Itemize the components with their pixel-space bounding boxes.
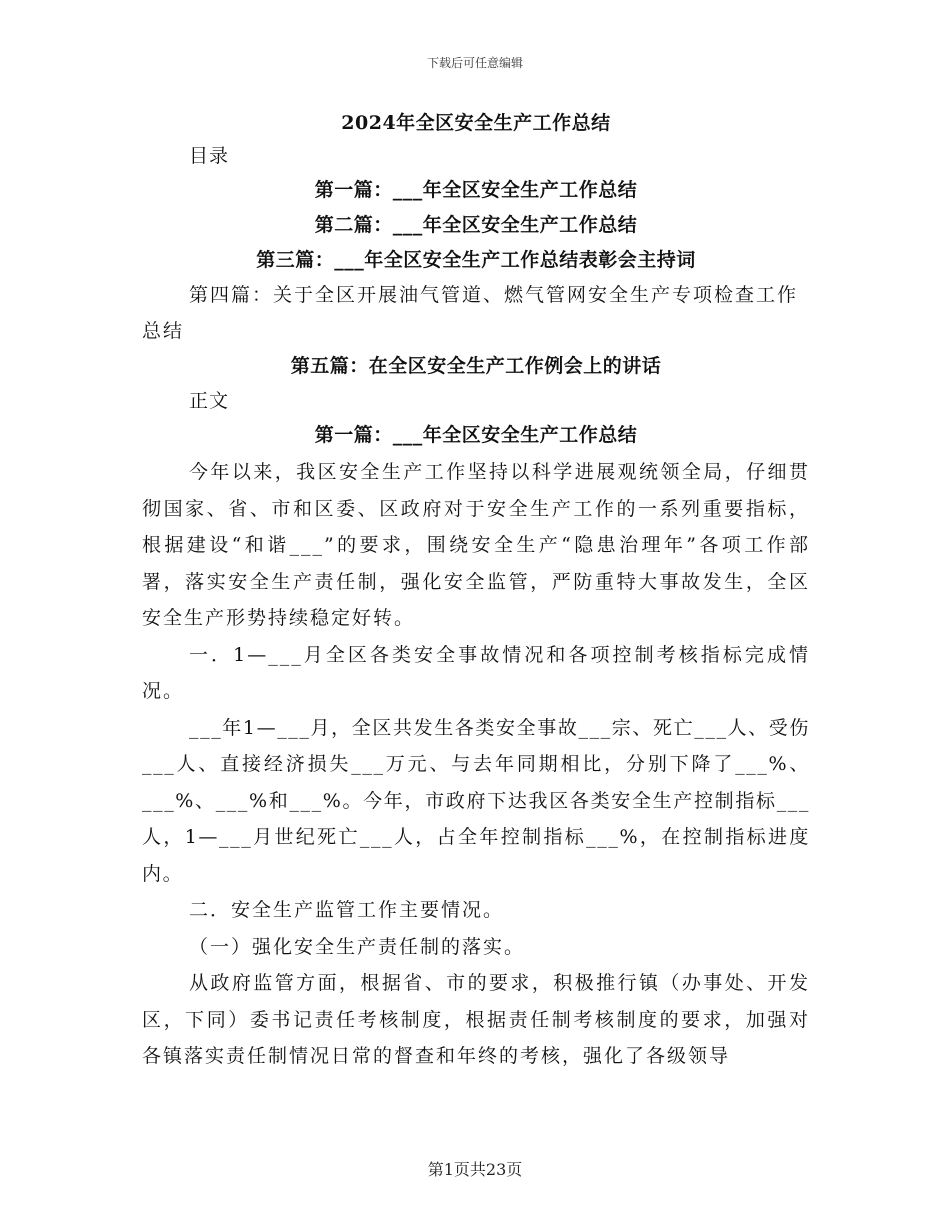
toc-item-4: 第四篇：关于全区开展油气管道、燃气管网安全生产专项检查工作总结 (142, 284, 799, 342)
document-title: 2024年全区安全生产工作总结 (341, 112, 611, 134)
paragraph-heading-1: 一．1—___月全区各类安全事故情况和各项控制考核指标完成情况。 (142, 643, 810, 702)
paragraph-heading-2: 二．安全生产监管工作主要情况。 (189, 899, 505, 921)
page-footer: 第1页共23页 (427, 1160, 523, 1179)
paragraph-statistics: ___年1—___月，全区共发生各类安全事故___宗、死亡___人、受伤___人、直接经济损失___万元、与去年同期相比，分别下降了___%、___%、___%和___%。今年，市政府下达我区各类安全生产控制指标___人，1—___月世纪死亡___人，占全年控制指标___%，在控制指标进度内。 (142, 716, 810, 885)
section-title: 第一篇：___年全区安全生产工作总结 (314, 424, 638, 446)
toc-item-2: 第二篇：___年全区安全生产工作总结 (314, 214, 638, 236)
paragraph-intro: 今年以来，我区安全生产工作坚持以科学进展观统领全局，仔细贯彻国家、省、市和区委、区政府对于安全生产工作的一系列重要指标，根据建设“和谐___”的要求，围绕安全生产“隐患治理年”各项工作部署，落实安全生产责任制，强化安全监管，严防重特大事故发生，全区安全生产形势持续稳定好转。 (142, 461, 810, 629)
toc-label: 目录 (189, 145, 230, 167)
toc-item-1: 第一篇：___年全区安全生产工作总结 (314, 179, 638, 201)
document-body (142, 112, 810, 1075)
toc-item-3: 第三篇：___年全区安全生产工作总结表彰会主持词 (256, 249, 696, 271)
paragraph-subheading-1: （一）强化安全生产责任制的落实。 (189, 935, 526, 958)
body-label: 正文 (189, 390, 230, 412)
page-header-note: 下载后可任意编辑 (426, 56, 523, 70)
paragraph-supervision: 从政府监管方面，根据省、市的要求，积极推行镇（办事处、开发区，下同）委书记责任考核制度，根据责任制考核制度的要求，加强对各镇落实责任制情况日常的督查和年终的考核，强化了各级领导 (142, 972, 810, 1067)
toc-item-5: 第五篇：在全区安全生产工作例会上的讲话 (290, 355, 662, 377)
